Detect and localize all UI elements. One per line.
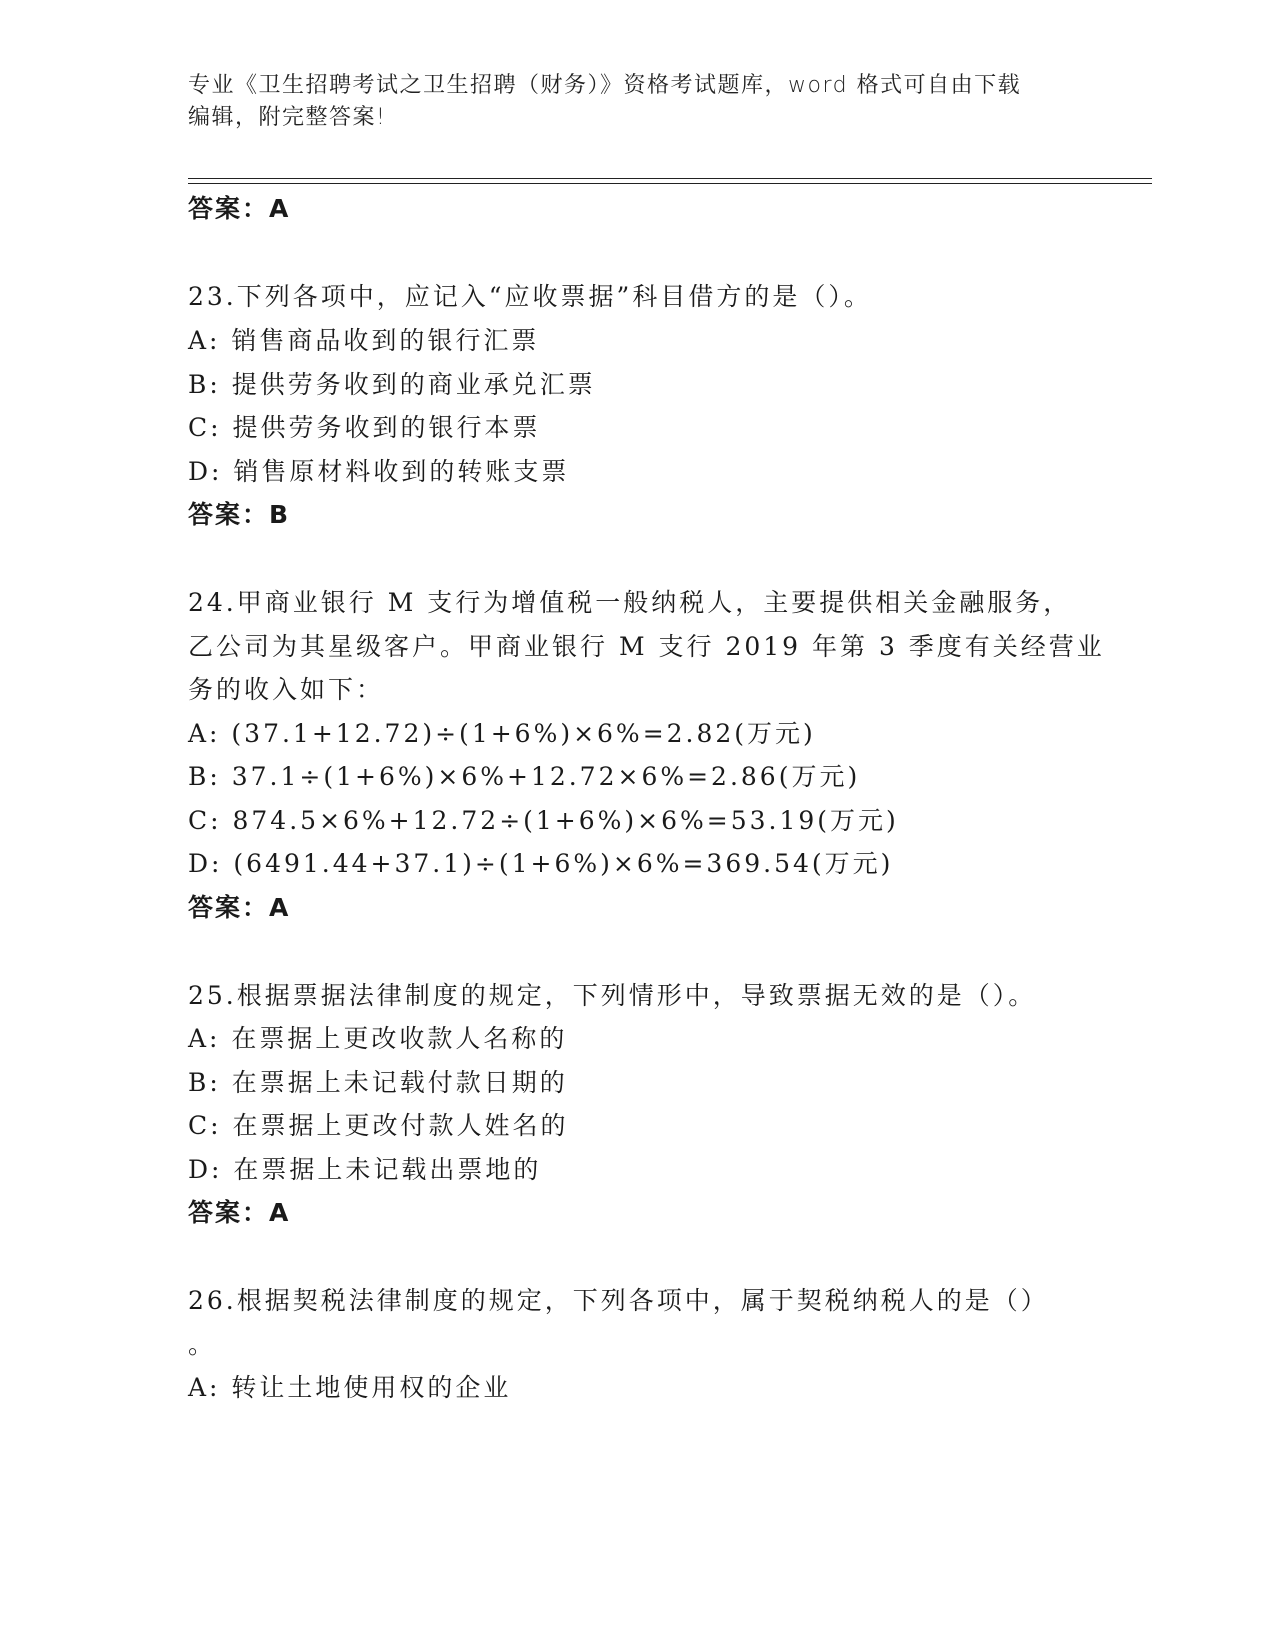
question-25-option-b: B: 在票据上未记载付款日期的	[188, 1068, 568, 1097]
question-26-option-a: A: 转让土地使用权的企业	[188, 1373, 512, 1402]
question-25-answer: 答案：A	[188, 1198, 291, 1227]
question-24-option-d: D: (6491.44+37.1)÷(1+6%)×6%=369.54(万元)	[188, 849, 894, 878]
document-header	[188, 70, 1068, 134]
question-23-option-c: C: 提供劳务收到的银行本票	[188, 413, 541, 442]
question-23-option-b: B: 提供劳务收到的商业承兑汇票	[188, 370, 596, 399]
question-25-stem: 25.根据票据法律制度的规定，下列情形中，导致票据无效的是（）。	[188, 981, 1037, 1010]
answer-line: 答案：A	[188, 194, 291, 223]
question-24-option-b: B: 37.1÷(1+6%)×6%+12.72×6%=2.86(万元)	[188, 762, 861, 791]
question-24-stem-line-1: 24.甲商业银行 M 支行为增值税一般纳税人，主要提供相关金融服务，	[188, 588, 1072, 617]
header-line-1: 专业《卫生招聘考试之卫生招聘（财务）》资格考试题库，word 格式可自由下载	[188, 73, 1022, 98]
header-divider-bottom	[188, 183, 1152, 184]
header-line-2: 编辑，附完整答案!	[188, 105, 387, 130]
question-23-stem: 23.下列各项中，应记入“应收票据”科目借方的是（）。	[188, 282, 872, 311]
question-24-option-c: C: 874.5×6%+12.72÷(1+6%)×6%=53.19(万元)	[188, 806, 899, 835]
question-25-option-d: D: 在票据上未记载出票地的	[188, 1155, 542, 1184]
header-divider-top	[188, 178, 1152, 179]
question-25-option-a: A: 在票据上更改收款人名称的	[188, 1024, 568, 1053]
question-24-answer: 答案：A	[188, 893, 291, 922]
question-23-option-d: D: 销售原材料收到的转账支票	[188, 457, 570, 486]
question-24-stem-line-2: 乙公司为其星级客户。甲商业银行 M 支行 2019 年第 3 季度有关经营业	[188, 632, 1105, 661]
question-26-stem-line-2: 。	[188, 1330, 217, 1359]
question-23-option-a: A: 销售商品收到的银行汇票	[188, 326, 540, 355]
question-23-answer: 答案：B	[188, 500, 291, 529]
question-25-option-c: C: 在票据上更改付款人姓名的	[188, 1111, 569, 1140]
question-24-stem-line-3: 务的收入如下：	[188, 675, 385, 704]
question-26-stem-line-1: 26.根据契税法律制度的规定，下列各项中，属于契税纳税人的是（）	[188, 1286, 1049, 1315]
question-24-option-a: A: (37.1+12.72)÷(1+6%)×6%=2.82(万元)	[188, 719, 816, 748]
